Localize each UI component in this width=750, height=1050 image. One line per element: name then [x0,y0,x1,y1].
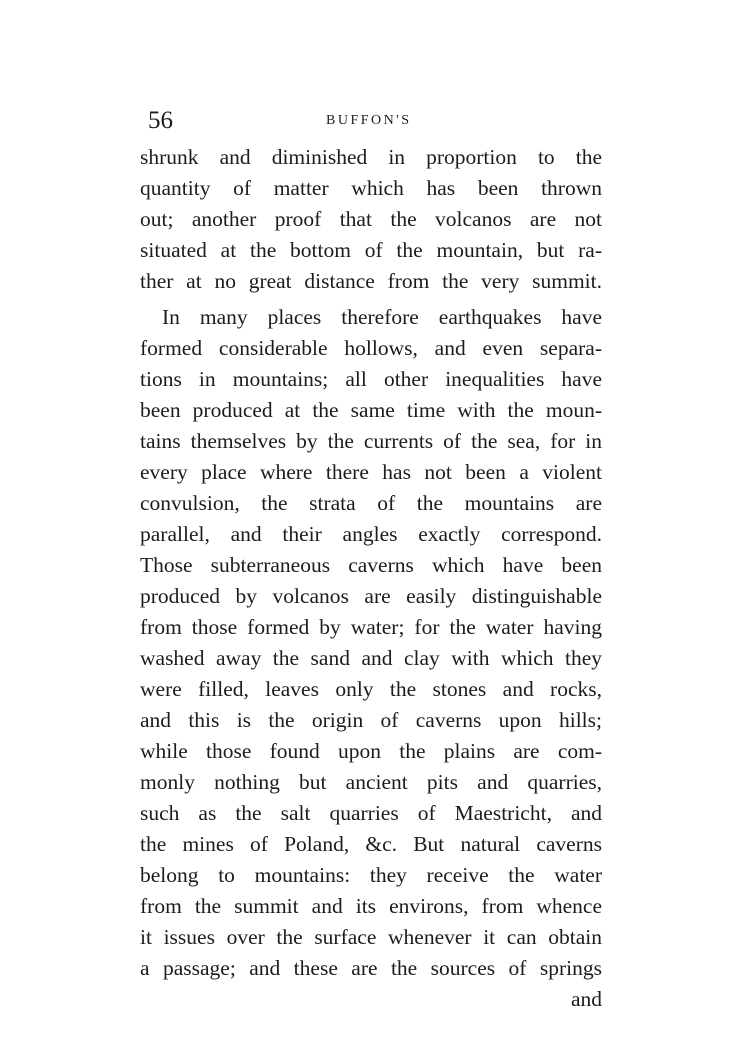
text-line: belong to mountains: they receive the water [140,863,602,887]
body-text [140,142,602,1015]
running-title: BUFFON'S [326,113,412,128]
text-line: parallel, and their angles exactly correspond. [140,522,602,546]
text-line: tains themselves by the currents of the sea, for in [140,429,602,453]
text-line: In many places therefore earthquakes have [162,305,602,329]
running-head [148,104,608,138]
text-line: such as the salt quarries of Maestricht, and [140,801,602,825]
text-line: it issues over the surface whenever it can obtain [140,925,602,949]
text-line: washed away the sand and clay with which they [140,646,602,670]
text-line: been produced at the same time with the moun- [140,398,602,422]
text-line: while those found upon the plains are com- [140,739,602,763]
text-line: out; another proof that the volcanos are not [140,207,602,231]
text-line: situated at the bottom of the mountain, but ra- [140,238,602,262]
text-line: monly nothing but ancient pits and quarries, [140,770,602,794]
text-line: tions in mountains; all other inequalities have [140,367,602,391]
text-line: the mines of Poland, &c. But natural caverns [140,832,602,856]
page-number: 56 [148,107,173,134]
text-line: every place where there has not been a violent [140,460,602,484]
text-line: quantity of matter which has been thrown [140,176,602,200]
catchword: and [570,987,602,1011]
text-line: Those subterraneous caverns which have been [140,553,602,577]
text-line: from those formed by water; for the water having [140,615,602,639]
text-line: and this is the origin of caverns upon hills; [140,708,602,732]
text-line: formed considerable hollows, and even separa- [140,336,602,360]
text-line: were filled, leaves only the stones and rocks, [140,677,602,701]
text-line: convulsion, the strata of the mountains are [140,491,602,515]
text-line: a passage; and these are the sources of springs [140,956,602,980]
text-line: shrunk and diminished in proportion to the [140,145,602,169]
text-line: ther at no great distance from the very summit. [140,269,602,293]
text-line: from the summit and its environs, from whence [140,894,602,918]
text-line: produced by volcanos are easily distinguishable [140,584,602,608]
